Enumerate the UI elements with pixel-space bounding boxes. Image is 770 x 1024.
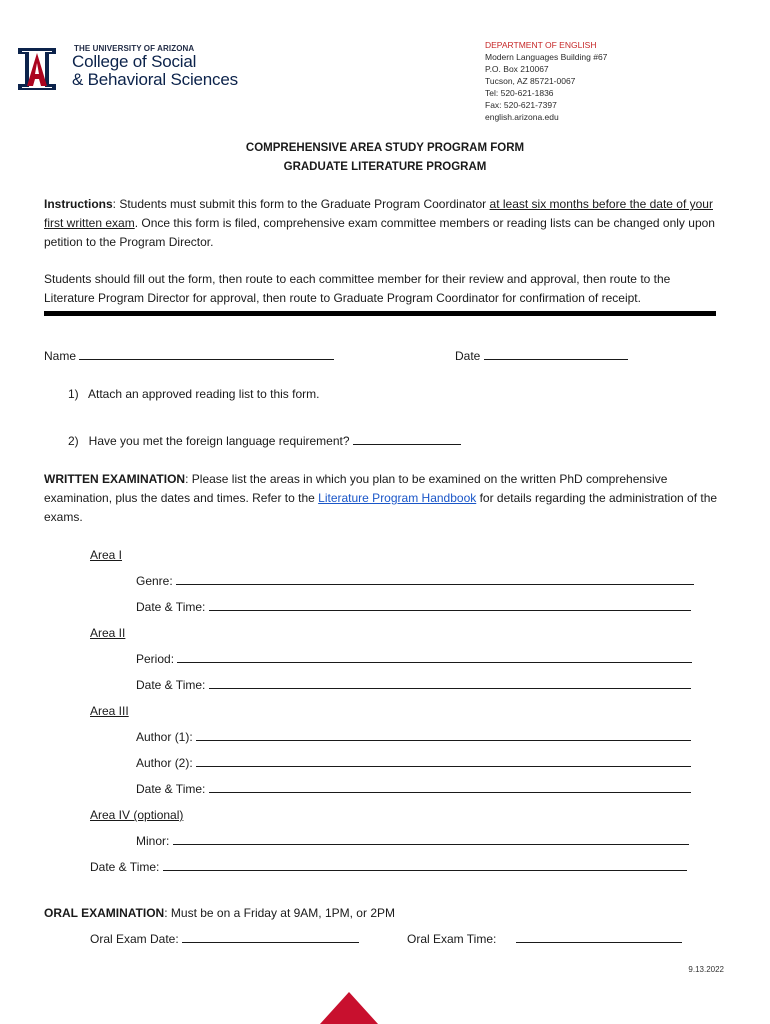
form-title-line-1: COMPREHENSIVE AREA STUDY PROGRAM FORM (245, 142, 525, 154)
instructions-text: : Students must submit this form to the Graduate Program Coordinator (112, 197, 490, 211)
address-line: Tucson, AZ 85721-0067 (485, 76, 576, 86)
language-question: 2) Have you met the foreign language requirement? (68, 434, 350, 448)
oral-date-blank[interactable] (182, 930, 359, 943)
author-2-field (136, 754, 691, 773)
oral-time-label: Oral Exam Time: (407, 932, 497, 946)
section-divider (44, 311, 716, 316)
minor-blank[interactable] (173, 832, 689, 845)
website-line: english.arizona.edu (485, 112, 559, 122)
department-contact (485, 39, 607, 123)
date-blank[interactable] (484, 347, 628, 360)
deadline-text: at least six months before the date of your first written exam (44, 197, 713, 230)
oral-date-field (90, 930, 359, 949)
author-1-label: Author (1): (136, 730, 193, 744)
written-exam-text-2: for details regarding the administration of the exams. (44, 491, 718, 524)
date-field (455, 347, 628, 366)
name-field (44, 347, 334, 366)
minor-field (136, 832, 689, 851)
period-label: Period: (136, 652, 175, 666)
author-1-field (136, 728, 691, 747)
oral-time-field (407, 930, 682, 949)
area-4-date-field (90, 858, 687, 877)
language-blank[interactable] (353, 432, 461, 445)
fax-line: Fax: 520-621-7397 (485, 100, 557, 110)
item-language-requirement (68, 432, 461, 451)
item-reading-list: 1) Attach an approved reading list to this form. (68, 387, 320, 401)
university-name: THE UNIVERSITY OF ARIZONA (74, 44, 195, 53)
date-label: Date (455, 349, 481, 363)
area-3-date-field (136, 780, 691, 799)
area-2-heading: Area II (90, 626, 126, 640)
date-time-label: Date & Time: (90, 860, 160, 874)
area-3-heading: Area III (90, 704, 129, 718)
handbook-link[interactable]: Literature Program Handbook (318, 491, 477, 505)
routing-paragraph: Students should fill out the form, then route to each committee member for their review and approval, then route to the Literature Program Director for approval, then route to Graduate Program Coordinator for confirmation of receipt. (44, 272, 671, 305)
author-2-label: Author (2): (136, 756, 193, 770)
date-time-label: Date & Time: (136, 678, 206, 692)
oral-date-label: Oral Exam Date: (90, 932, 179, 946)
minor-label: Minor: (136, 834, 170, 848)
oral-time-blank[interactable] (516, 930, 682, 943)
date-time-label: Date & Time: (136, 782, 206, 796)
instructions-label: Instructions (44, 197, 113, 211)
department-name: DEPARTMENT OF ENGLISH (485, 40, 597, 50)
genre-blank[interactable] (176, 572, 694, 585)
name-label: Name (44, 349, 77, 363)
date-time-label: Date & Time: (136, 600, 206, 614)
form-title (0, 139, 770, 177)
period-blank[interactable] (177, 650, 692, 663)
oral-exam-line (44, 904, 395, 923)
form-title-line-2: GRADUATE LITERATURE PROGRAM (283, 161, 487, 173)
written-exam-label: WRITTEN EXAMINATION (44, 472, 186, 486)
area-1-date-field (136, 598, 691, 617)
area-2-date-blank[interactable] (209, 676, 691, 689)
university-a-logo (16, 46, 58, 92)
college-name (72, 53, 238, 89)
name-blank[interactable] (79, 347, 334, 360)
oral-exam-label: ORAL EXAMINATION (44, 906, 165, 920)
address-line: Modern Languages Building #67 (485, 52, 608, 62)
area-4-date-blank[interactable] (163, 858, 687, 871)
instructions-paragraph (44, 195, 720, 252)
area-2-date-field (136, 676, 691, 695)
area-3-date-blank[interactable] (209, 780, 691, 793)
address-line: P.O. Box 210067 (485, 64, 549, 74)
genre-field (136, 572, 694, 591)
phone-line: Tel: 520-621-1836 (485, 88, 554, 98)
college-line-2: & Behavioral Sciences (72, 70, 238, 89)
oral-exam-text: : Must be on a Friday at 9AM, 1PM, or 2PM (164, 906, 395, 920)
area-4-heading: Area IV (optional) (90, 808, 184, 822)
area-1-heading: Area I (90, 548, 123, 562)
author-1-blank[interactable] (196, 728, 691, 741)
area-1-date-blank[interactable] (209, 598, 691, 611)
author-2-blank[interactable] (196, 754, 691, 767)
written-exam-paragraph (44, 470, 720, 527)
instructions-text-2: . Once this form is filed, comprehensive exam committee members or reading lists can be changed only upon petition to the Program Director. (44, 216, 715, 249)
written-exam-text: : Please list the areas in which you plan to be examined on the written PhD comprehensive examination, plus the dates and times. Refer to the (44, 472, 668, 505)
college-line-1: College of Social (72, 52, 197, 71)
triangle-decoration-icon (318, 990, 380, 1024)
period-field (136, 650, 692, 669)
version-date: 9.13.2022 (688, 965, 724, 974)
genre-label: Genre: (136, 574, 173, 588)
